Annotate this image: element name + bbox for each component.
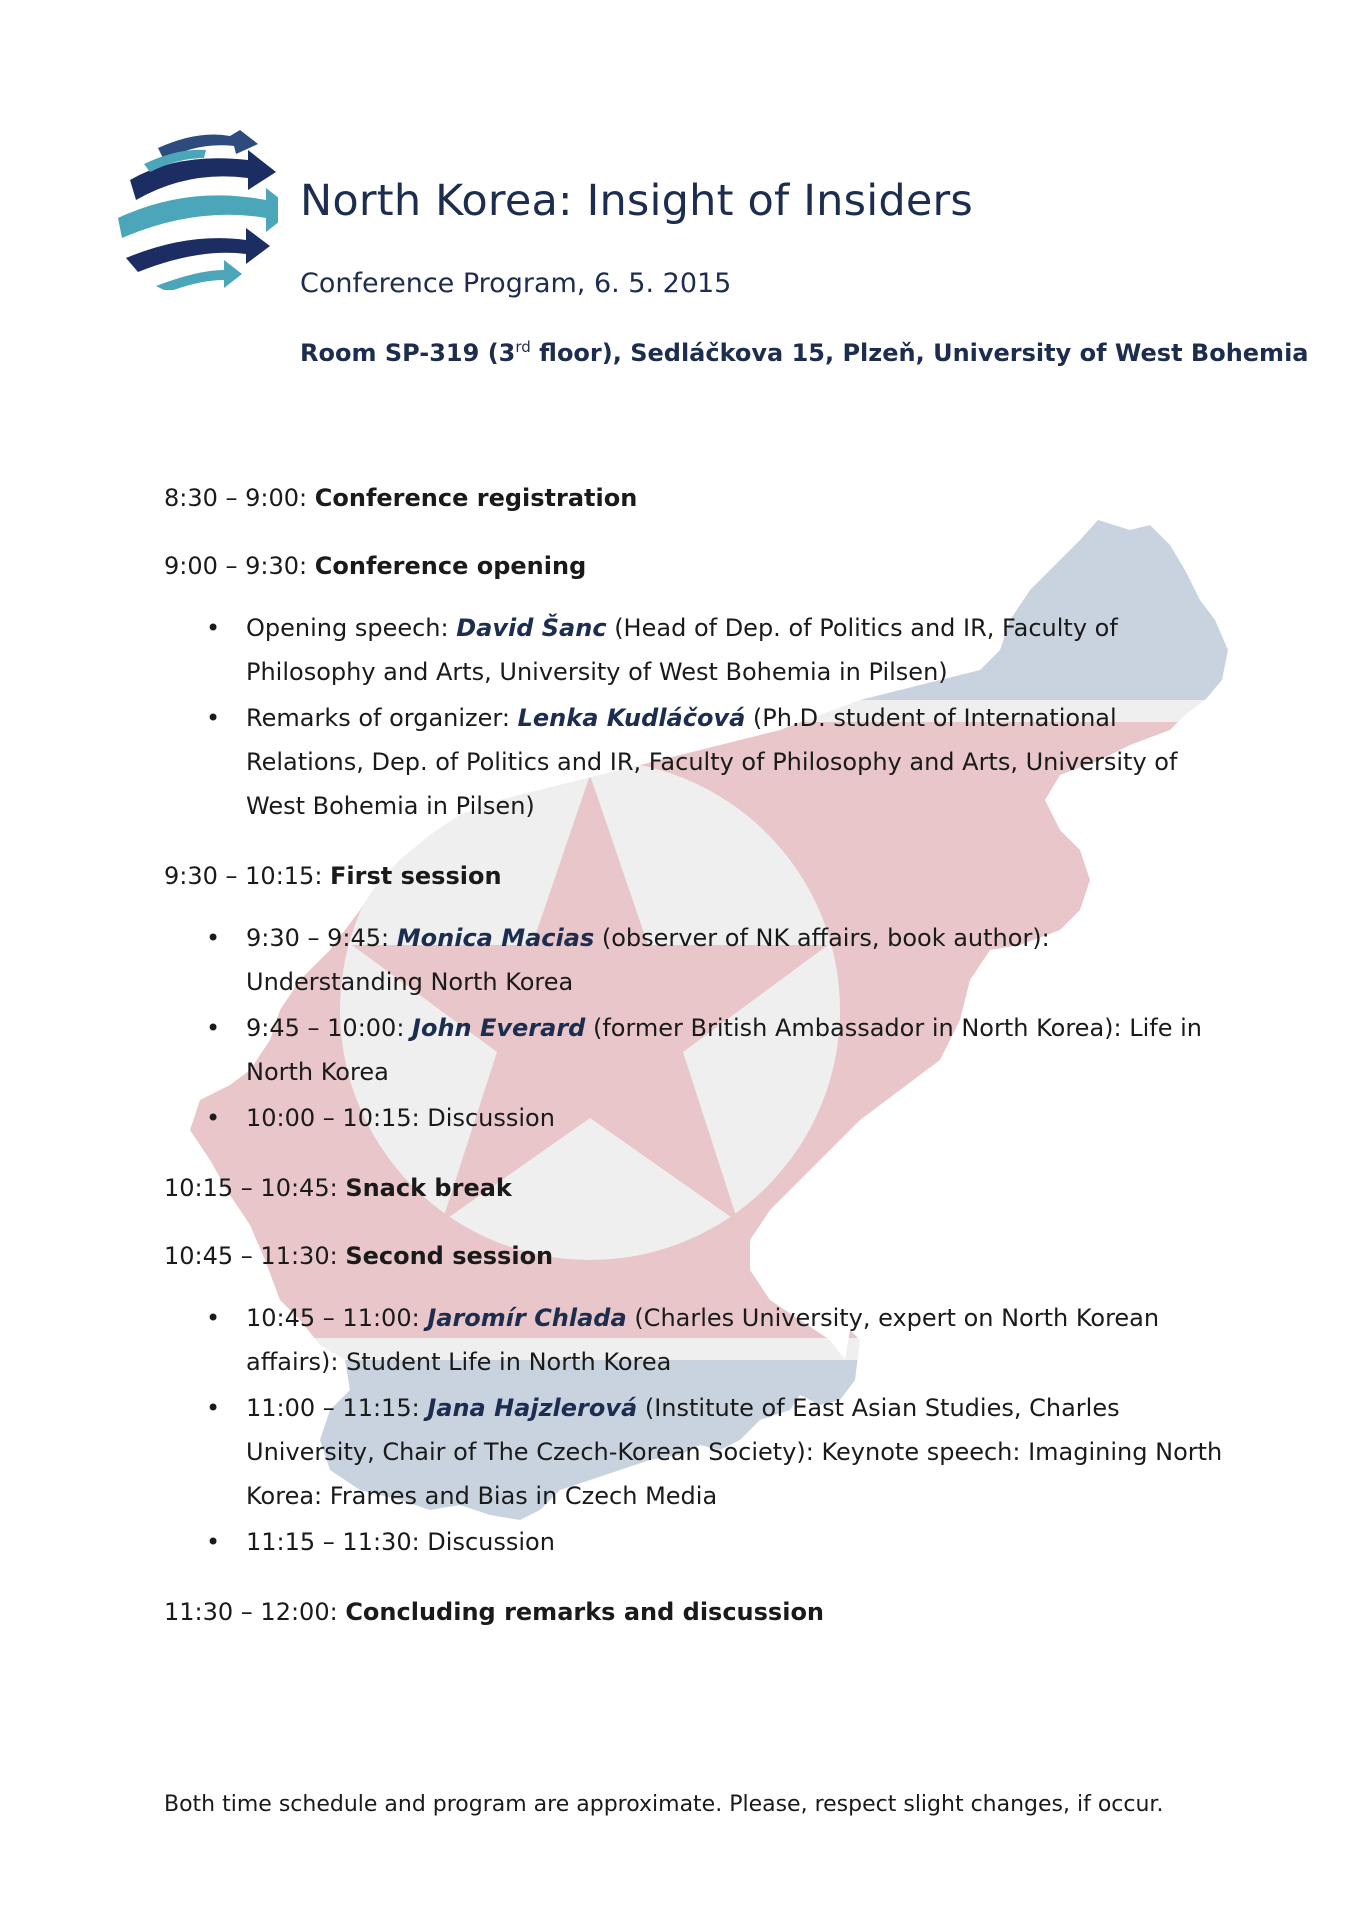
speaker-name: John Everard bbox=[412, 1014, 586, 1042]
item-prefix: 9:30 – 9:45: bbox=[246, 924, 397, 952]
slot-label: Concluding remarks and discussion bbox=[345, 1598, 825, 1626]
speaker-name: Jana Hajzlerová bbox=[427, 1394, 638, 1422]
item-prefix: 11:00 – 11:15: bbox=[246, 1394, 428, 1422]
slot-label: Conference registration bbox=[314, 484, 638, 512]
list-item bbox=[246, 1520, 1224, 1564]
venue-room: Room SP-319 (3 bbox=[300, 339, 516, 367]
slot-label: Snack break bbox=[345, 1174, 512, 1202]
slot-opening bbox=[164, 544, 1224, 588]
speaker-name: David Šanc bbox=[456, 614, 607, 642]
slot-snack-break bbox=[164, 1166, 1224, 1210]
program-list bbox=[164, 476, 1224, 1658]
speaker-name: Lenka Kudláčová bbox=[517, 704, 746, 732]
item-prefix: 11:15 – 11:30: Discussion bbox=[246, 1528, 555, 1556]
item-text: (Ph.D. student of International Relations, Dep. of Politics and IR, Faculty of Philosophy and Arts, University of West Bohemia in Pilsen) bbox=[246, 704, 1178, 820]
speaker-name: Jaromír Chlada bbox=[427, 1304, 627, 1332]
slot-registration bbox=[164, 476, 1224, 520]
slot-label: Second session bbox=[345, 1242, 554, 1270]
list-item bbox=[246, 916, 1224, 1004]
item-prefix: Opening speech: bbox=[246, 614, 457, 642]
item-prefix: 10:45 – 11:00: bbox=[246, 1304, 428, 1332]
list-item bbox=[246, 1296, 1224, 1384]
list-item bbox=[246, 606, 1224, 694]
venue-rest: floor), Sedláčkova 15, Plzeň, University of West Bohemia bbox=[530, 339, 1309, 367]
slot-label: Conference opening bbox=[314, 552, 587, 580]
slot-time: 9:00 – 9:30: bbox=[164, 552, 315, 580]
slot-first-session bbox=[164, 854, 1224, 898]
slot-second-session bbox=[164, 1234, 1224, 1278]
speaker-name: Monica Macias bbox=[396, 924, 595, 952]
item-prefix: 9:45 – 10:00: bbox=[246, 1014, 413, 1042]
list-item bbox=[246, 1386, 1224, 1518]
venue-superscript: rd bbox=[515, 338, 531, 356]
slot-time: 8:30 – 9:00: bbox=[164, 484, 315, 512]
list-item bbox=[246, 696, 1224, 828]
list-item bbox=[246, 1096, 1224, 1140]
globe-arrows-logo-icon bbox=[108, 130, 278, 290]
item-prefix: 10:00 – 10:15: Discussion bbox=[246, 1104, 555, 1132]
slot-time: 10:15 – 10:45: bbox=[164, 1174, 346, 1202]
venue-line bbox=[300, 338, 1309, 367]
slot-time: 9:30 – 10:15: bbox=[164, 862, 331, 890]
slot-time: 10:45 – 11:30: bbox=[164, 1242, 346, 1270]
list-item bbox=[246, 1006, 1224, 1094]
item-text: (observer of NK affairs, book author): Understanding North Korea bbox=[246, 924, 1050, 996]
slot-concluding bbox=[164, 1590, 1224, 1634]
item-prefix: Remarks of organizer: bbox=[246, 704, 518, 732]
opening-items bbox=[164, 606, 1224, 828]
document-title: North Korea: Insight of Insiders bbox=[300, 176, 973, 226]
first-session-items bbox=[164, 916, 1224, 1140]
slot-time: 11:30 – 12:00: bbox=[164, 1598, 346, 1626]
slot-label: First session bbox=[330, 862, 502, 890]
item-text: (Charles University, expert on North Korean affairs): Student Life in North Korea bbox=[246, 1304, 1160, 1376]
second-session-items bbox=[164, 1296, 1224, 1564]
item-text: (Head of Dep. of Politics and IR, Faculty of Philosophy and Arts, University of West Bohemia in Pilsen) bbox=[246, 614, 1118, 686]
item-text: (former British Ambassador in North Korea): Life in North Korea bbox=[246, 1014, 1202, 1086]
item-text: (Institute of East Asian Studies, Charles University, Chair of The Czech-Korean Society): Keynote speech: Imagining North Korea: Frames and Bias in Czech Media bbox=[246, 1394, 1223, 1510]
footer-note: Both time schedule and program are approximate. Please, respect slight changes, if occur. bbox=[164, 1792, 1164, 1817]
document-subtitle: Conference Program, 6. 5. 2015 bbox=[300, 268, 732, 299]
